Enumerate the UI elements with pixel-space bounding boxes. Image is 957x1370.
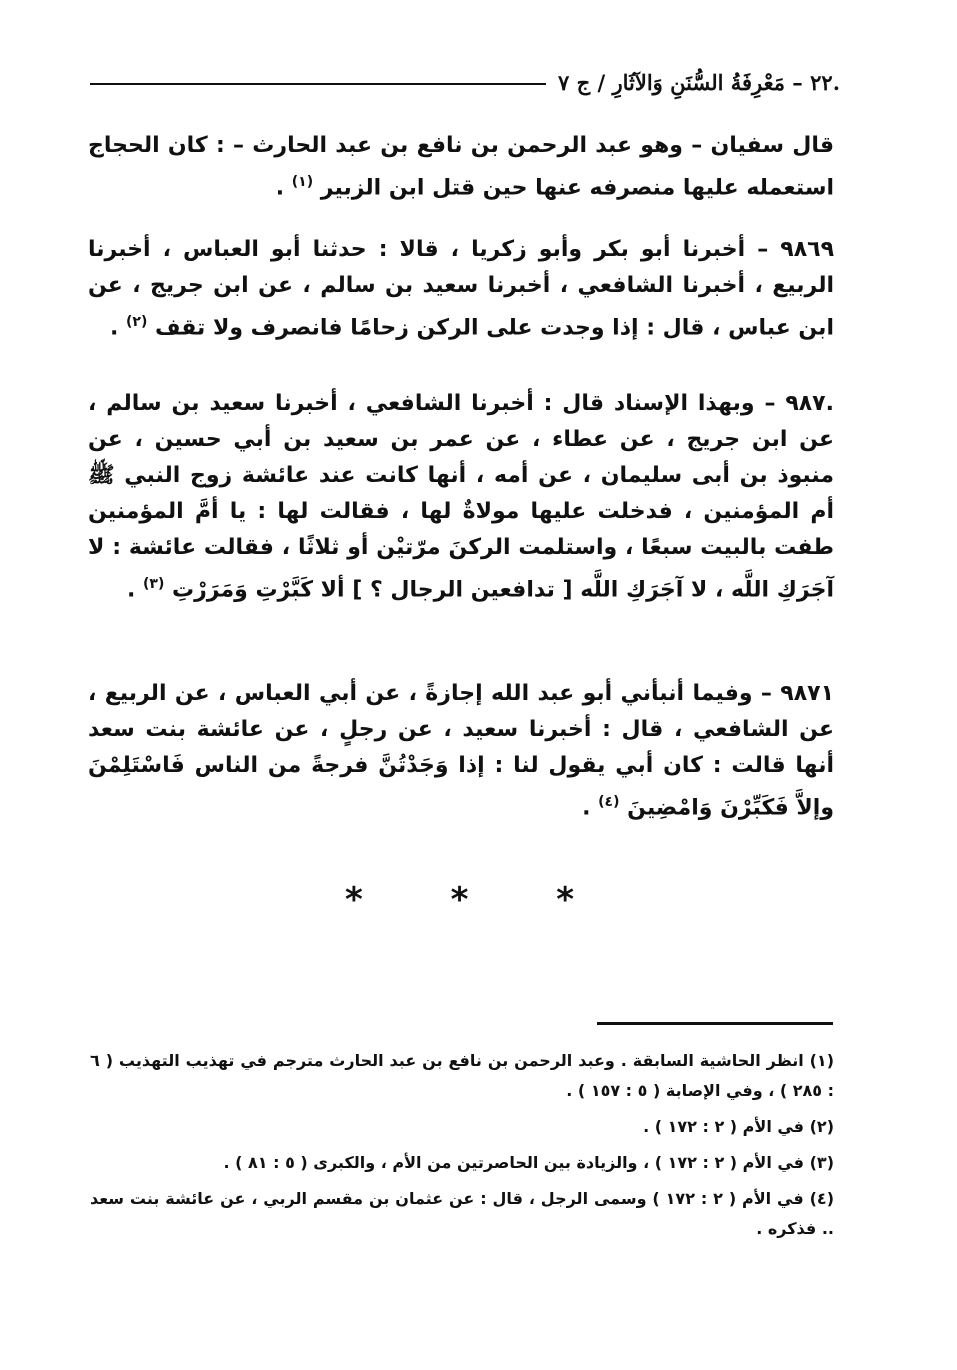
paragraph-9870 [88, 386, 834, 608]
paragraph-3-end: . [126, 577, 136, 603]
hadith-number: .٩٨٧ [785, 391, 834, 416]
paragraph-1-end: . [275, 175, 285, 201]
footnotes [90, 1046, 834, 1250]
paragraph-1 [88, 128, 834, 206]
footnote-3: (٣) في الأم ( ٢ : ١٧٢ ) ، والزيادة بين الحاصرتين من الأم ، والكبرى ( ٥ : ٨١ ) . [223, 1153, 834, 1172]
hadith-number: ٩٨٦٩ [780, 237, 834, 262]
footnote-ref-4: (٤) [598, 794, 620, 810]
paragraph-9871 [88, 676, 834, 826]
footnote-ref-3: (٣) [143, 576, 165, 592]
footnote-1: (١) انظر الحاشية السابقة . وعبد الرحمن بن نافع بن عبد الحارث مترجم في تهذيب التهذيب ( ٦ : ٢٨٥ ) ، وفي الإصابة ( ٥ : ١٥٧ ) . [90, 1051, 834, 1100]
footnote-rule [597, 1022, 833, 1025]
header-rule [90, 83, 546, 85]
paragraph-1-text: قال سفيان – وهو عبد الرحمن بن نافع بن عبد الحارث – : كان الحجاج استعمله عليها منصرفه عنها حين قتل ابن الزبير [88, 133, 834, 201]
footnote-2: (٢) في الأم ( ٢ : ١٧٢ ) . [643, 1117, 834, 1136]
footnote-4: (٤) في الأم ( ٢ : ١٧٢ ) وسمى الرجل ، قال : عن عثمان بن مقسم الربي ، عن عائشة بنت سعد .. فذكره . [90, 1189, 834, 1238]
paragraph-3-text: – وبهذا الإسناد قال : أخبرنا الشافعي ، أخبرنا سعيد بن سالم ، عن ابن جريج ، عن عطاء ، عن عمر بن سعيد بن أبي حسين ، عن منبوذ بن أبى سليمان ، عن أمه ، أنها كانت عند عائشة زوج النبي ﷺ أم المؤمنين ، فدخلت عليها مولاةٌ لها ، فقالت لها : يا أمَّ المؤمنين طفت بالبيت سبعًا ، واستلمت الركنَ مرّتيْن أو ثلاثًا ، فقالت عائشة : لا آجَرَكِ اللَّه ، لا آجَرَكِ اللَّه [ تدافعين الرجال ؟ ] ألا كَبَّرْتِ وَمَرَرْتِ [88, 391, 834, 603]
section-separator: * * * [344, 880, 612, 920]
page-header [90, 62, 840, 102]
footnote-ref-2: (٢) [125, 314, 148, 330]
paragraph-2-text: – أخبرنا أبو بكر وأبو زكريا ، قالا : حدثنا أبو العباس ، أخبرنا الربيع ، أخبرنا الشافعي ، أخبرنا سعيد بن سالم ، عن ابن جريج ، عن ابن عباس ، قال : إذا وجدت على الركن زحامًا فانصرف ولا تقف [88, 237, 834, 341]
hadith-number: ٩٨٧١ [780, 681, 834, 706]
running-title: .٢٢ – مَعْرِفَةُ السُّنَنِ وَالآثَارِ / ج ٧ [558, 69, 840, 95]
paragraph-9869 [88, 232, 834, 346]
paragraph-4-text: – وفيما أنبأني أبو عبد الله إجازةً ، عن أبي العباس ، عن الربيع ، عن الشافعي ، قال : أخبرنا سعيد ، عن رجلٍ ، عن عائشة بنت سعد أنها قالت : كان أبي يقول لنا : إذا وَجَدْتُنَّ فرجةً من الناس فَاسْتَلِمْنَ وإلاَّ فَكَبِّرْنَ وَامْضِينَ [88, 681, 834, 821]
paragraph-2-end: . [109, 315, 119, 341]
paragraph-4-end: . [582, 795, 591, 821]
footnote-ref-1: (١) [291, 174, 314, 190]
